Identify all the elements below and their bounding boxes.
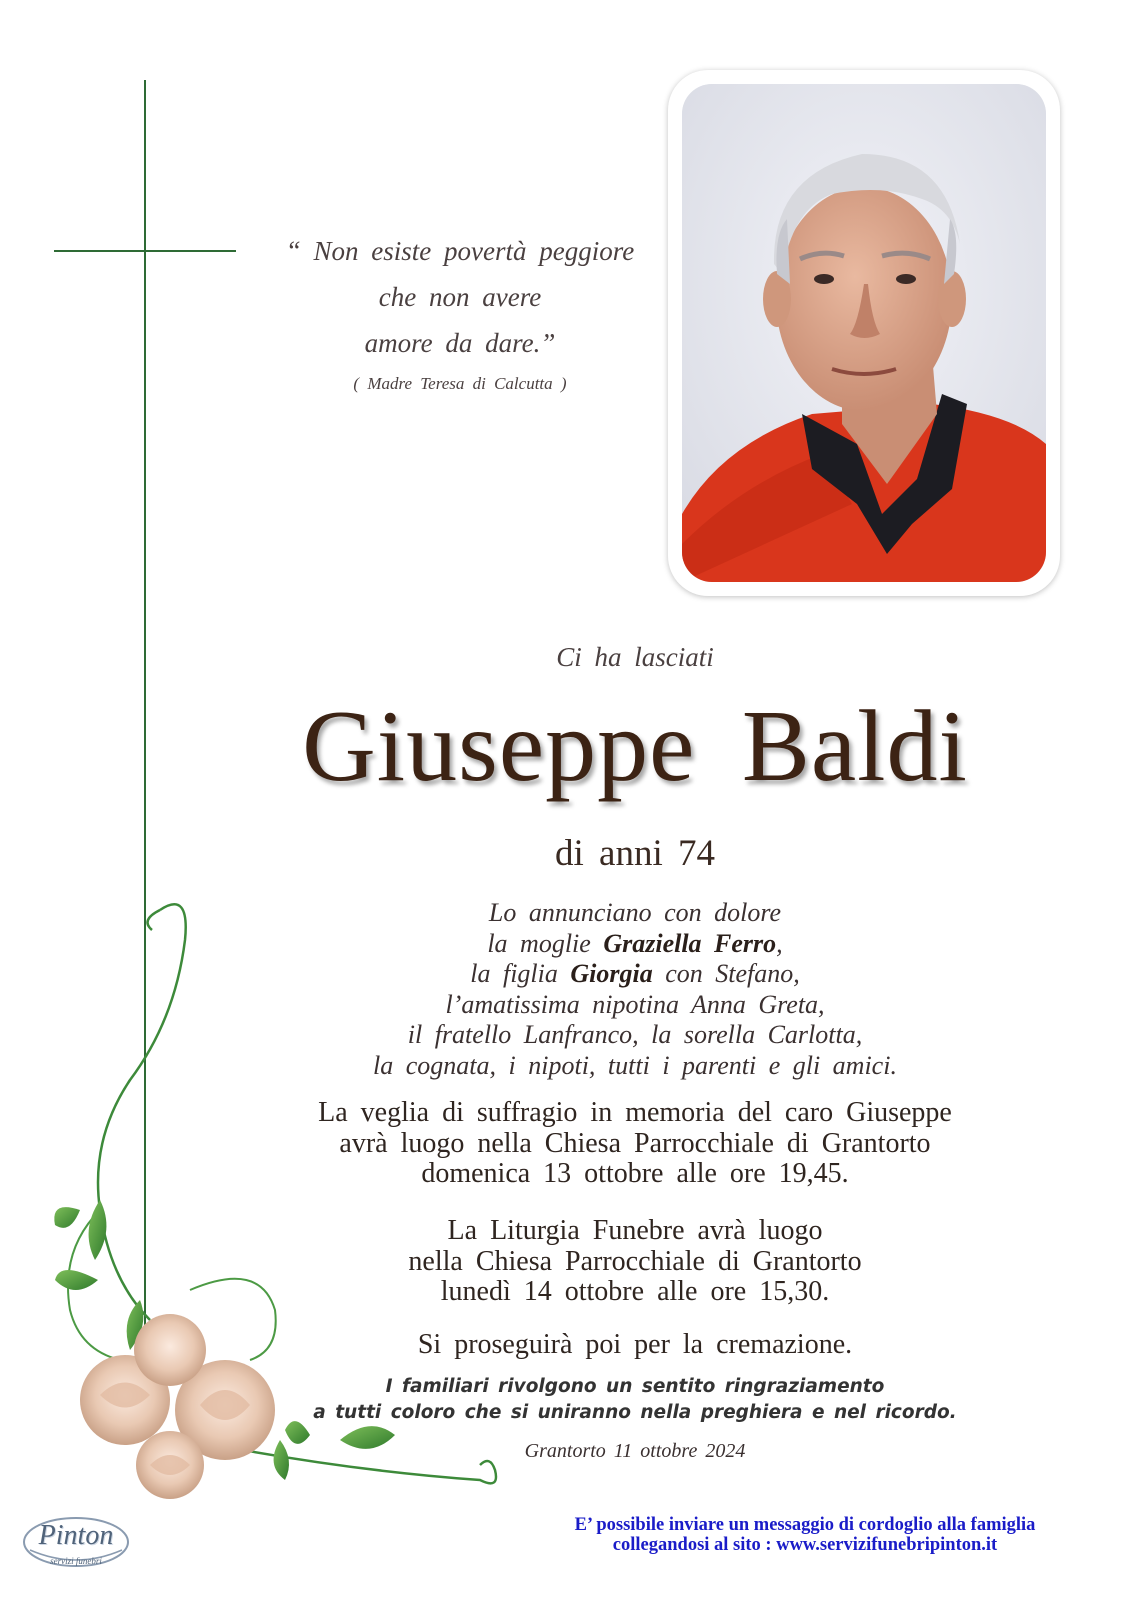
vigil-line: La veglia di suffragio in memoria del caro Giuseppe bbox=[318, 1097, 952, 1128]
portrait-illustration bbox=[682, 84, 1046, 582]
quote bbox=[250, 228, 670, 366]
announcement-line: l’amatissima nipotina Anna Greta, bbox=[445, 989, 825, 1019]
contact-info bbox=[510, 1515, 1100, 1555]
announcement-date: Grantorto 11 ottobre 2024 bbox=[524, 1440, 746, 1462]
contact-line: E’ possibile inviare un messaggio di cordoglio alla famiglia bbox=[574, 1515, 1036, 1535]
cremation-line: Si proseguirà poi per la cremazione. bbox=[417, 1329, 853, 1360]
portrait-photo bbox=[682, 84, 1046, 582]
announcement-line: la cognata, i nipoti, tutti i parenti e gli amici. bbox=[373, 1050, 897, 1080]
vigil-line: avrà luogo nella Chiesa Parrocchiale di Grantorto bbox=[339, 1127, 931, 1159]
cross-horizontal-bar bbox=[54, 250, 236, 252]
vigil-line: domenica 13 ottobre alle ore 19,45. bbox=[421, 1158, 849, 1189]
thanks-line: a tutti coloro che si uniranno nella preghiera e nel ricordo. bbox=[313, 1402, 957, 1423]
funeral-line: lunedì 14 ottobre alle ore 15,30. bbox=[440, 1276, 830, 1307]
quote-line: “ Non esiste povertà peggiore bbox=[285, 236, 635, 266]
quote-author: ( Madre Teresa di Calcutta ) bbox=[353, 374, 567, 393]
deceased-name: Giuseppe Baldi bbox=[302, 690, 968, 803]
announcement-text: , bbox=[776, 928, 783, 958]
contact-website-line[interactable]: collegandosi al sito : www.servizifunebripinton.it bbox=[612, 1535, 998, 1555]
announcement-text: la moglie bbox=[487, 928, 591, 958]
funeral-line: La Liturgia Funebre avrà luogo bbox=[447, 1215, 823, 1246]
announcement-text: la figlia bbox=[470, 959, 558, 988]
logo-subtitle: servizi funebri bbox=[50, 1556, 102, 1566]
logo-name: Pinton bbox=[38, 1520, 114, 1551]
deceased-age: di anni 74 bbox=[555, 833, 715, 874]
roses-decoration bbox=[40, 880, 520, 1520]
wife-name: Graziella Ferro bbox=[603, 928, 777, 958]
intro-text: Ci ha lasciati bbox=[556, 642, 714, 672]
quote-line: amore da dare.” bbox=[364, 328, 556, 358]
announcement-line: il fratello Lanfranco, la sorella Carlotta, bbox=[407, 1020, 863, 1049]
announcement-text: con Stefano, bbox=[665, 959, 800, 988]
thanks-line: I familiari rivolgono un sentito ringraziamento bbox=[385, 1376, 885, 1397]
quote-line: che non avere bbox=[378, 282, 542, 312]
announcement-line: Lo annunciano con dolore bbox=[488, 898, 782, 927]
daughter-name: Giorgia bbox=[570, 959, 653, 988]
funeral-line: nella Chiesa Parrocchiale di Grantorto bbox=[408, 1245, 862, 1277]
